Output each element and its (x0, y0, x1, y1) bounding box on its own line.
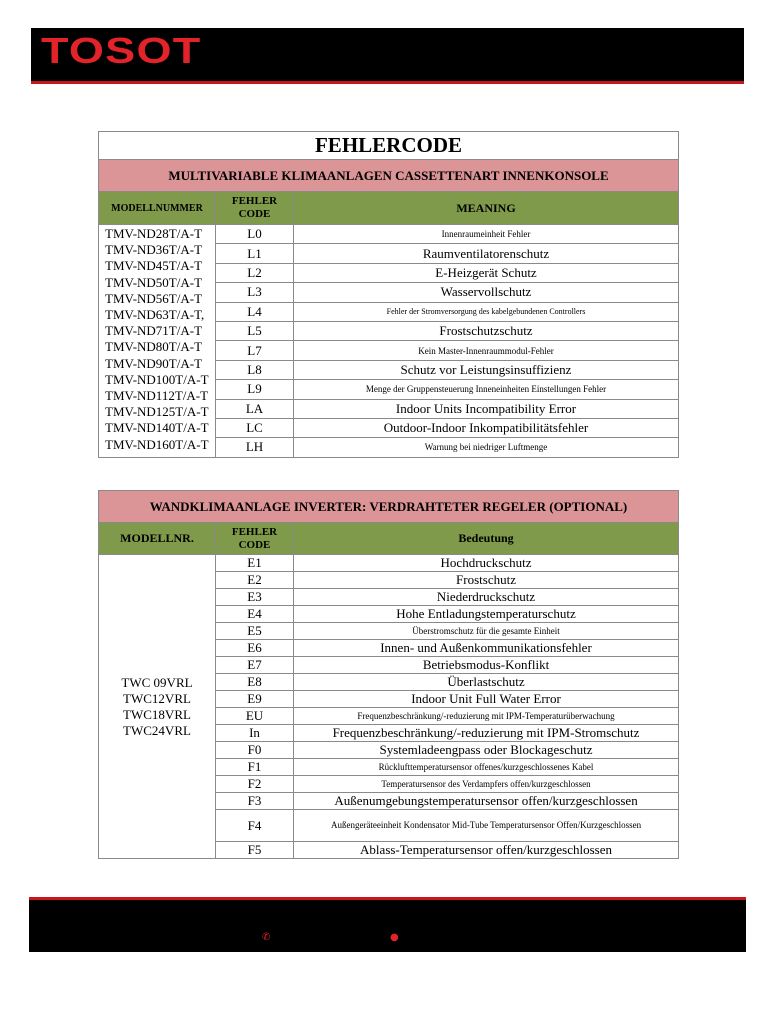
header-code: FEHLER CODE (216, 523, 294, 555)
error-meaning: Hohe Entladungstemperaturschutz (294, 606, 679, 623)
model-list (99, 225, 216, 458)
error-meaning: Betriebsmodus-Konflikt (294, 657, 679, 674)
error-meaning: Frequenzbeschränkung/-reduzierung mit IPM-Temperaturüberwachung (294, 708, 679, 725)
error-meaning: Frostschutzschutz (294, 321, 679, 340)
error-meaning: Temperatursensor des Verdampfers offen/kurzgeschlossen (294, 776, 679, 793)
globe-icon: ● (390, 932, 399, 943)
model-number: TMV-ND28T/A-T (105, 226, 203, 241)
error-meaning: Außengeräteeinheit Kondensator Mid-Tube Temperatursensor Offen/Kurzgeschlossen (294, 810, 679, 842)
table-row (99, 225, 679, 244)
model-number: TMV-ND36T/A-T (105, 242, 203, 258)
header-meaning: MEANING (294, 192, 679, 225)
error-code: E7 (216, 657, 294, 674)
model-number: TMV-ND63T/A-T, (105, 307, 205, 323)
error-code: F5 (216, 842, 294, 859)
error-code: F0 (216, 742, 294, 759)
model-number: TMV-ND90T/A-T (105, 355, 203, 371)
model-number: TMV-ND100T/A-T (105, 371, 209, 387)
error-meaning: Menge der Gruppensteuerung Inneneinheiten Einstellungen Fehler (294, 380, 679, 399)
model-list (99, 555, 216, 859)
error-code: L2 (216, 263, 294, 282)
table-title: FEHLERCODE (99, 132, 679, 160)
error-code: L0 (216, 225, 294, 244)
error-code: EU (216, 708, 294, 725)
header-code: FEHLER CODE (216, 192, 294, 225)
error-code: L9 (216, 380, 294, 399)
error-meaning: Überlastschutz (294, 674, 679, 691)
error-code: In (216, 725, 294, 742)
error-meaning: Überstromschutz für die gesamte Einheit (294, 623, 679, 640)
model-number: TWC24VRL (123, 722, 191, 738)
error-code: L8 (216, 360, 294, 379)
model-number: TMV-ND45T/A-T (105, 258, 203, 274)
error-code: E2 (216, 572, 294, 589)
error-meaning: E-Heizgerät Schutz (294, 263, 679, 282)
model-number: TMV-ND140T/A-T (105, 420, 209, 436)
error-code: L1 (216, 244, 294, 263)
error-meaning: Frequenzbeschränkung/-reduzierung mit IPM-Stromschutz (294, 725, 679, 742)
table-subtitle: MULTIVARIABLE KLIMAANLAGEN CASSETTENART INNENKONSOLE (99, 160, 679, 192)
model-number: TMV-ND56T/A-T (105, 290, 203, 306)
error-meaning: Innen- und Außenkommunikationsfehler (294, 640, 679, 657)
error-code: LH (216, 438, 294, 457)
model-number: TMV-ND112T/A-T (105, 388, 209, 404)
header-meaning: Bedeutung (294, 523, 679, 555)
error-code: F2 (216, 776, 294, 793)
error-code: E9 (216, 691, 294, 708)
error-code: E8 (216, 674, 294, 691)
error-code: E6 (216, 640, 294, 657)
table-subtitle: WANDKLIMAANLAGE INVERTER: VERDRAHTETER REGELER (OPTIONAL) (99, 491, 679, 523)
error-meaning: Wasservollschutz (294, 283, 679, 302)
error-code: E4 (216, 606, 294, 623)
error-code: F4 (216, 810, 294, 842)
error-meaning: Ablass-Temperatursensor offen/kurzgeschlossen (294, 842, 679, 859)
error-meaning: Außenumgebungstemperatursensor offen/kurzgeschlossen (294, 793, 679, 810)
error-meaning: Niederdruckschutz (294, 589, 679, 606)
error-code-table-cassette (98, 131, 679, 458)
error-meaning: Fehler der Stromversorgung des kabelgebundenen Controllers (294, 302, 679, 321)
error-code: L3 (216, 283, 294, 302)
error-meaning: Schutz vor Leistungsinsuffizienz (294, 360, 679, 379)
header-model: MODELLNUMMER (99, 192, 216, 225)
footer-bar (29, 897, 746, 952)
error-code: E5 (216, 623, 294, 640)
error-code: L5 (216, 321, 294, 340)
error-meaning: Raumventilatorenschutz (294, 244, 679, 263)
error-meaning: Warnung bei niedriger Luftmenge (294, 438, 679, 457)
model-number: TWC12VRL (123, 690, 191, 706)
model-number: TMV-ND160T/A-T (105, 436, 209, 452)
error-code: LC (216, 418, 294, 437)
header-model: MODELLNR. (99, 523, 216, 555)
error-code: E1 (216, 555, 294, 572)
header-bar (31, 28, 744, 82)
model-number: TMV-ND125T/A-T (105, 404, 209, 420)
error-code: E3 (216, 589, 294, 606)
error-code: F1 (216, 759, 294, 776)
error-code: F3 (216, 793, 294, 810)
header-divider (31, 81, 744, 84)
model-number: TWC18VRL (123, 706, 191, 722)
error-meaning: Rücklufttemperatursensor offenes/kurzgeschlossenes Kabel (294, 759, 679, 776)
error-code: L4 (216, 302, 294, 321)
error-code: L7 (216, 341, 294, 360)
error-code: LA (216, 399, 294, 418)
error-meaning: Hochdruckschutz (294, 555, 679, 572)
error-meaning: Kein Master-Innenraummodul-Fehler (294, 341, 679, 360)
table-row (99, 555, 679, 572)
error-meaning: Indoor Unit Full Water Error (294, 691, 679, 708)
error-meaning: Indoor Units Incompatibility Error (294, 399, 679, 418)
error-meaning: Innenraumeinheit Fehler (294, 225, 679, 244)
phone-icon: ✆ (262, 932, 271, 943)
error-meaning: Outdoor-Indoor Inkompatibilitätsfehler (294, 418, 679, 437)
error-meaning: Frostschutz (294, 572, 679, 589)
model-number: TWC 09VRL (121, 674, 193, 690)
error-code-table-wall (98, 490, 679, 859)
model-number: TMV-ND71T/A-T (105, 323, 203, 339)
model-number: TMV-ND50T/A-T (105, 274, 203, 290)
error-meaning: Systemladeengpass oder Blockageschutz (294, 742, 679, 759)
model-number: TMV-ND80T/A-T (105, 339, 203, 355)
brand-logo: TOSOT (41, 30, 202, 71)
